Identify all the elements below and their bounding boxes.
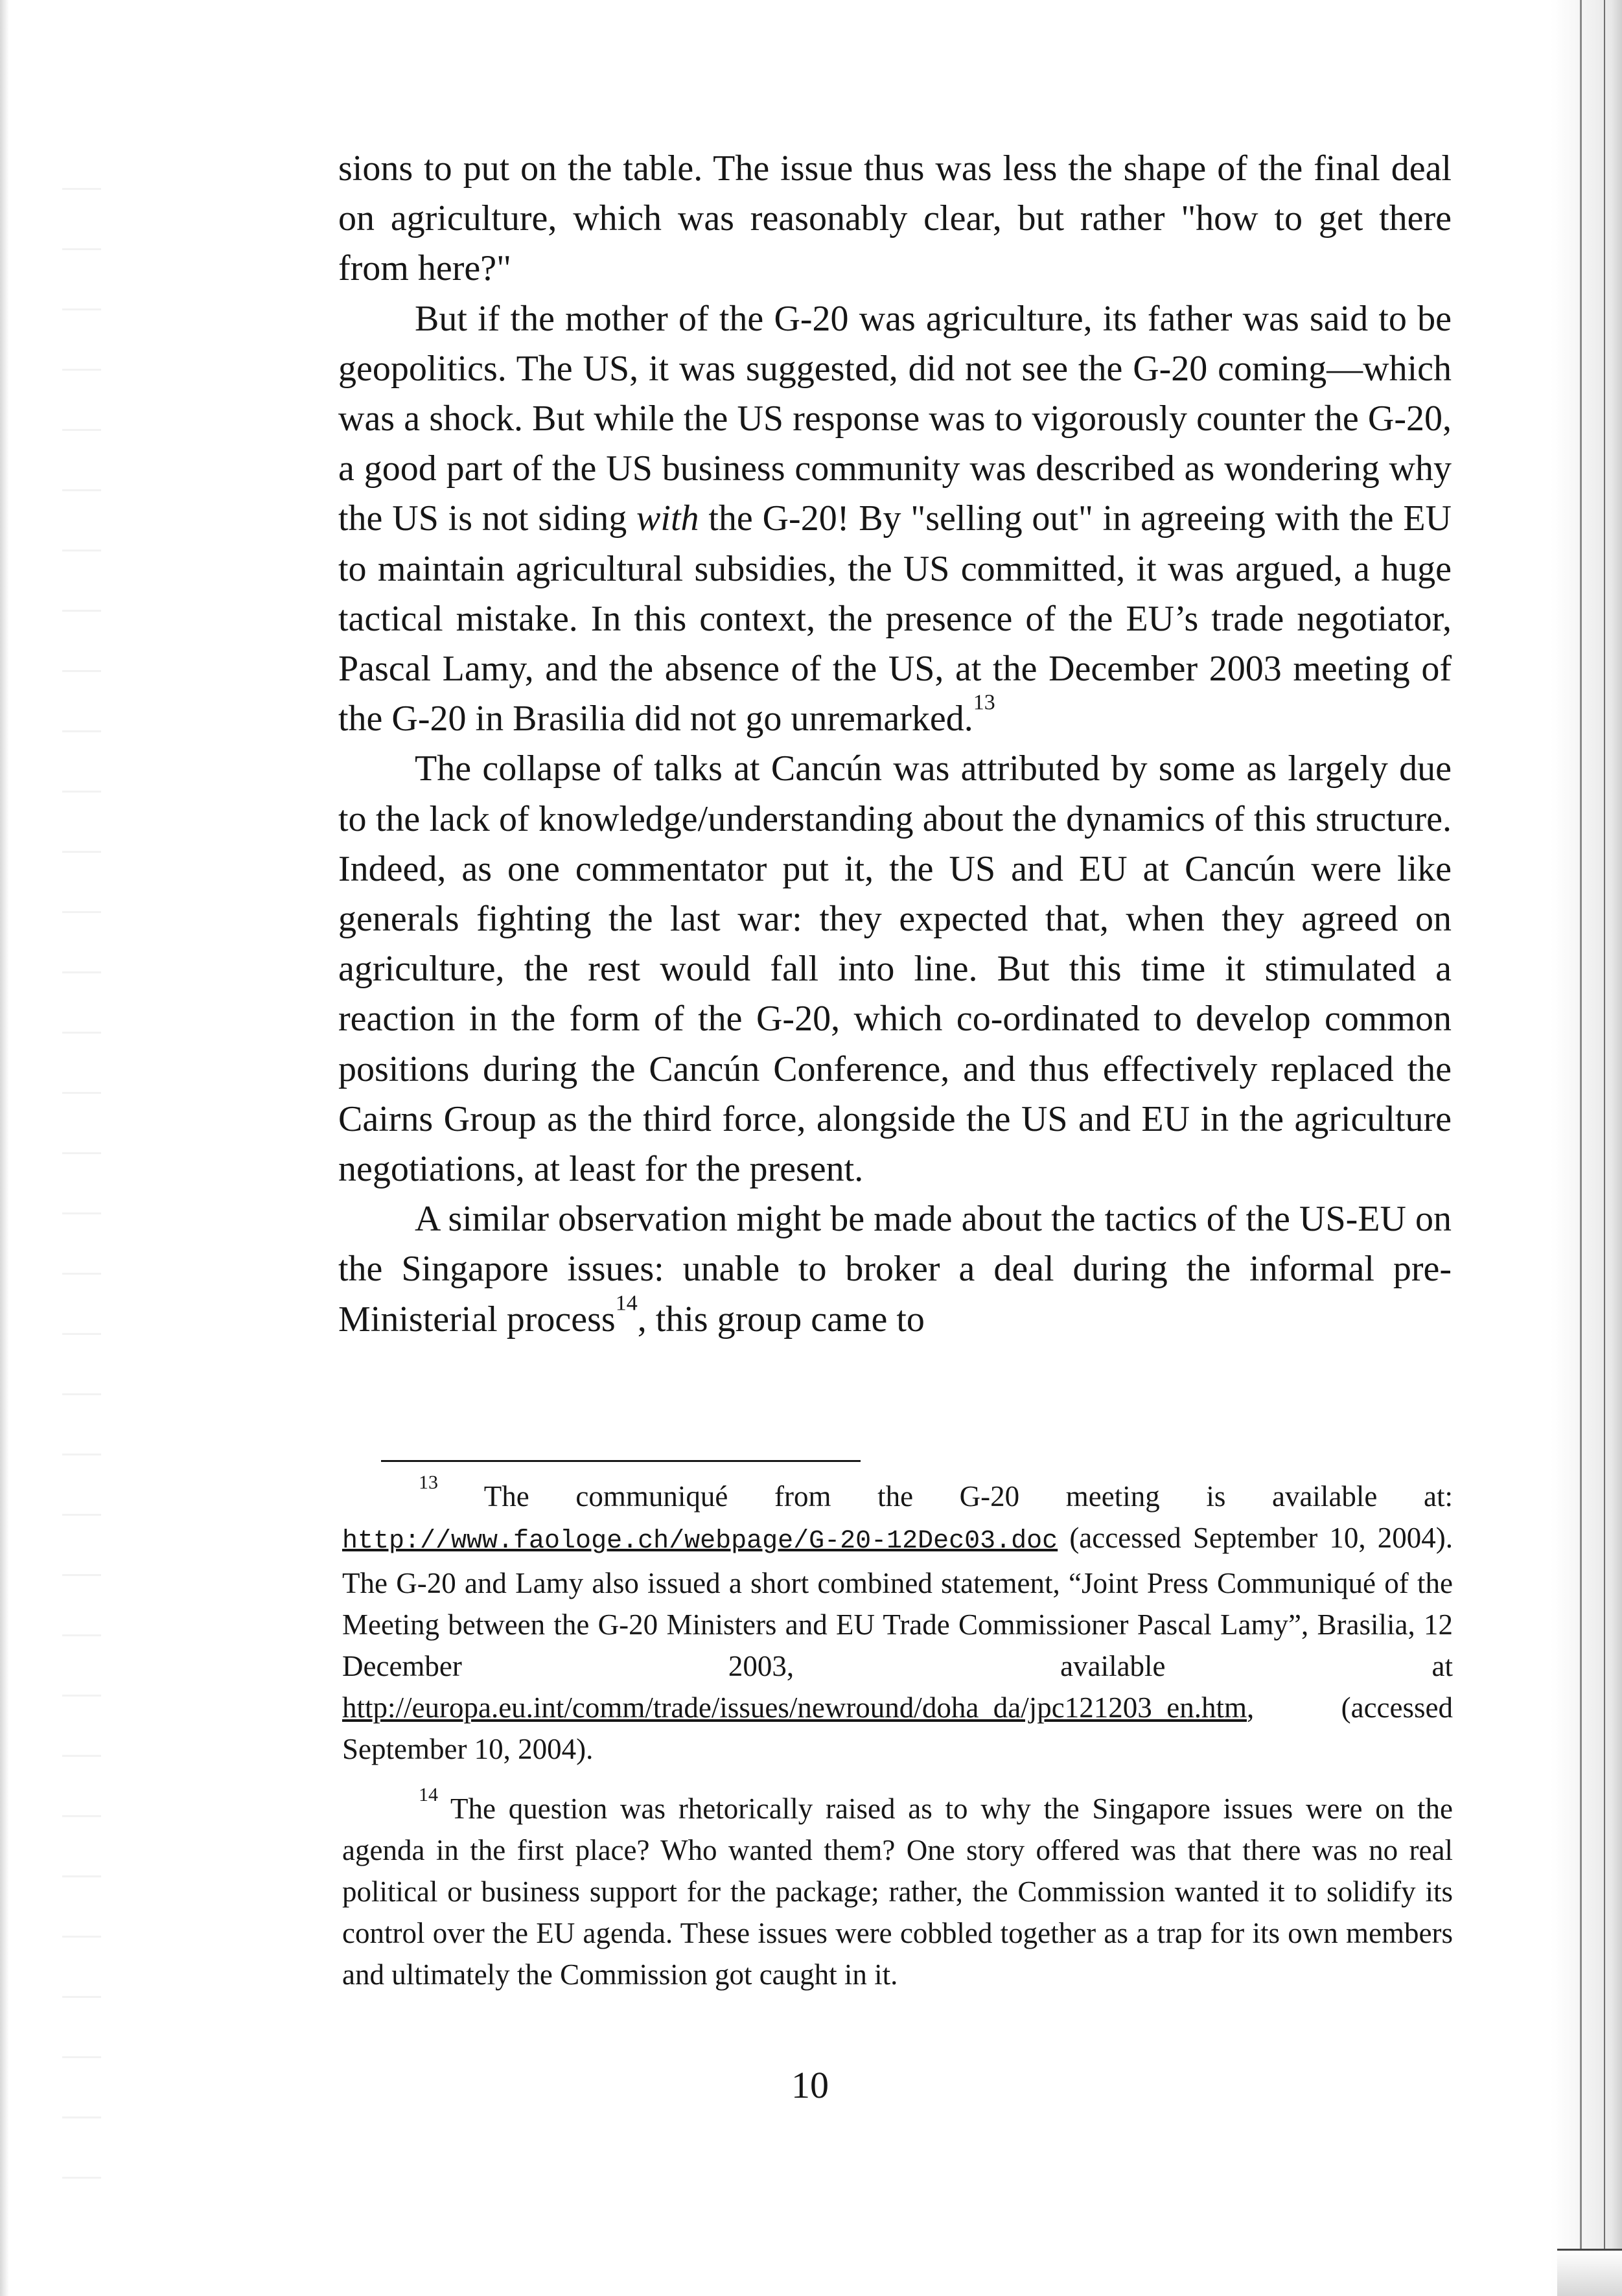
footnote-link: http://europa.eu.int/comm/trade/issues/newround/doha_da/jpc121203_en.htm xyxy=(342,1691,1247,1724)
paragraph xyxy=(338,1194,1452,1345)
scan-left-edge xyxy=(0,0,9,2296)
footnote-ref: 13 xyxy=(973,690,995,715)
text-run: The communiqué from the G-20 meeting is available at: xyxy=(438,1480,1453,1513)
text-run: But if the mother of the G-20 was agriculture, its father was said to be geopolitics. The US, it was suggested, did not see the G-20 coming—which was a shock. But while the US response was to vigorously counter the G-20, a good part of the US business community was described as wondering why the US is not siding xyxy=(338,298,1452,539)
paragraph xyxy=(338,744,1452,1194)
footnote xyxy=(342,1784,1453,1995)
text-run: sions to put on the table. The issue thus was less the shape of the final deal on agriculture, which was reasonably clear, but rather "how to get there from here?" xyxy=(338,148,1452,289)
text-run: (accessed September 10, 2004). The G-20 and Lamy also issued a short combined statement, “Joint Press Communiqué of the Meeting between the G-20 Ministers and EU Trade Commissioner Pascal Lamy”, Brasilia, 12 December 2003, available at xyxy=(342,1522,1453,1682)
footnotes xyxy=(342,1472,1453,1995)
scan-left-artifacts xyxy=(62,130,101,2203)
footnote-separator xyxy=(381,1460,861,1462)
text-run: The question was rhetorically raised as to why the Singapore issues were on the agenda in the first place? Who wanted them? One story offered was that there was no real political or business support for the package; rather, the Commission wanted it to solidify its control over the EU agenda. These issues were cobbled together as a trap for its own members and ultimately the Commission got caught in it. xyxy=(342,1792,1453,1991)
text-run: , this group came to xyxy=(637,1299,925,1339)
scan-right-line xyxy=(1580,0,1582,2296)
emphasis-text: with xyxy=(636,498,699,539)
text-run: , (accessed September 10, 2004). xyxy=(342,1691,1453,1765)
paragraph xyxy=(338,144,1452,294)
text-run: A similar observation might be made about the tactics of the US-EU on the Singapore issues: unable to broker a deal during the informal pre-Ministerial process xyxy=(338,1199,1452,1339)
scan-right-line-outer xyxy=(1604,0,1605,2296)
text-run: The collapse of talks at Cancún was attributed by some as largely due to the lack of knowledge/understanding about the dynamics of this structure. Indeed, as one commentator put it, the US and EU at Cancún were like generals fighting the last war: they expected that, when they agreed on agriculture, the rest would fall into line. But this time it stimulated a reaction in the form of the G-20, which co-ordinated to develop common positions during the Cancún Conference, and thus effectively replaced the Cairns Group as the third force, alongside the US and EU in the agriculture negotiations, at least for the present. xyxy=(338,748,1452,1190)
footnote-ref: 14 xyxy=(419,1784,438,1805)
scan-right-corner xyxy=(1557,2249,1622,2296)
page-number: 10 xyxy=(791,2064,829,2106)
text-run: the G-20! By "selling out" in agreeing with the EU to maintain agricultural subsidies, the US committed, it was argued, a huge tactical mistake. In this context, the presence of the EU’s trade negotiator, Pascal Lamy, and the absence of the US, at the December 2003 meeting of the G-20 in Brasilia did not go unremarked. xyxy=(338,498,1452,739)
body-text xyxy=(338,144,1452,1345)
footnote xyxy=(342,1472,1453,1770)
scan-right-edge xyxy=(1551,0,1622,2296)
footnote-ref: 13 xyxy=(419,1472,438,1493)
footnote-link: http://www.faologe.ch/webpage/G-20-12Dec03.doc xyxy=(342,1527,1058,1556)
paragraph xyxy=(338,294,1452,745)
footnote-ref: 14 xyxy=(615,1291,638,1316)
